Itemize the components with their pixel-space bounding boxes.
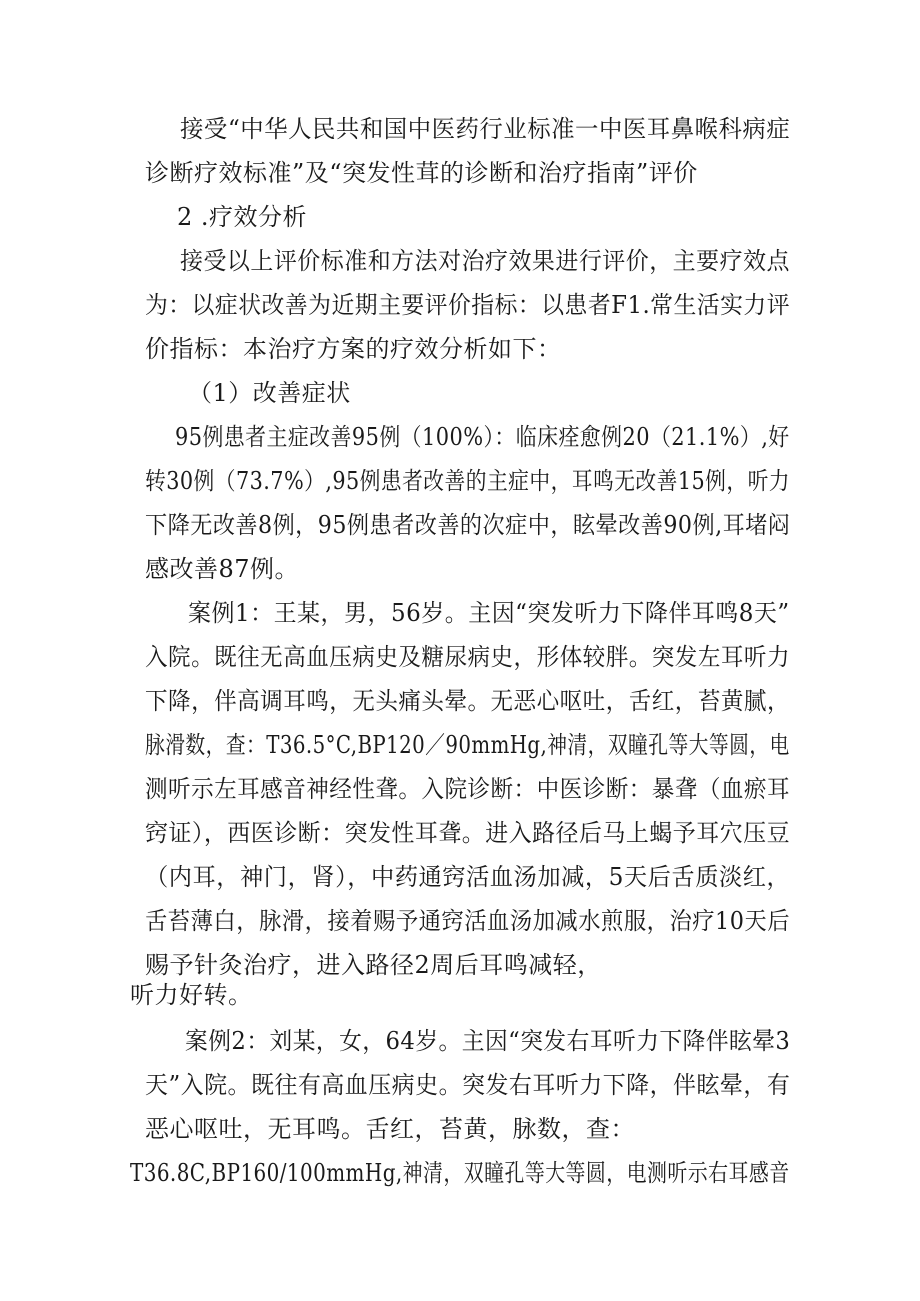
text-line: 测听示左耳感音神经性聋。入院诊断：中医诊断：暴聋（血瘀耳: [145, 775, 790, 803]
text-line: 入院。既往无高血压病史及糖尿病史，形体较胖。突发左耳听力: [145, 643, 790, 671]
text-line: 95例患者主症改善95例（100%）：临床痊愈例20（21.1%）,好: [175, 423, 790, 451]
text-line: 舌苔薄白，脉滑，接着赐予通窍活血汤加减水煎服，治疗10天后: [145, 907, 791, 935]
text-line: 案例2：刘某，女，64岁。主因“突发右耳听力下降伴眩晕3: [185, 1027, 791, 1055]
text-line: 价指标：本治疗方案的疗效分析如下：: [145, 335, 562, 363]
text-line: 下降无改善8例，95例患者改善的次症中，眩晕改善90例,耳堵闷: [145, 511, 791, 539]
text-line: 案例1：王某，男，56岁。主因“突发听力下降伴耳鸣8天”: [188, 599, 790, 627]
text-line: 为：以症状改善为近期主要评价指标：以患者F1.常生活实力评: [145, 291, 791, 319]
text-line: 接受以上评价标准和方法对治疗效果进行评价，主要疗效点: [180, 247, 790, 275]
text-line: 接受“中华人民共和国中医药行业标准一中医耳鼻喉科病症: [180, 115, 791, 143]
text-line: （内耳，神门，肾），中药通窍活血汤加减，5天后舌质淡红，: [145, 863, 791, 891]
text-line: 转30例（73.7%）,95例患者改善的主症中，耳鸣无改善15例，听力: [145, 467, 791, 495]
text-line: 窍证），西医诊断：突发性耳聋。进入路径后马上蝎予耳穴压豆: [145, 819, 791, 847]
text-line: 恶心呕吐，无耳鸣。舌红，苔黄，脉数，查：: [145, 1115, 635, 1143]
text-line: 听力好转。: [130, 981, 253, 1009]
text-line: 感改善87例。: [145, 555, 300, 583]
subsection-heading: （1）改善症状: [188, 379, 351, 407]
text-line: 天”入院。既往有高血压病史。突发右耳听力下降，伴眩晕，有: [145, 1071, 791, 1099]
text-line: 诊断疗效标准”及“突发性茸的诊断和治疗指南”评价: [145, 159, 698, 187]
text-line: 脉滑数，查：T36.5°C,BP120／90mmHg,神清，双瞳孔等大等圆，电: [145, 731, 790, 759]
text-line: 下降，伴高调耳鸣，无头痛头晕。无恶心呕吐，舌红，苔黄腻，: [145, 687, 790, 715]
text-line: 赐予针灸治疗，进入路径2周后耳鸣减轻，: [145, 951, 602, 979]
section-heading: 2 .疗效分析: [177, 203, 308, 231]
text-line: T36.8C,BP160/100mmHg,神清，双瞳孔等大等圆，电测听示右耳感音: [130, 1159, 790, 1187]
